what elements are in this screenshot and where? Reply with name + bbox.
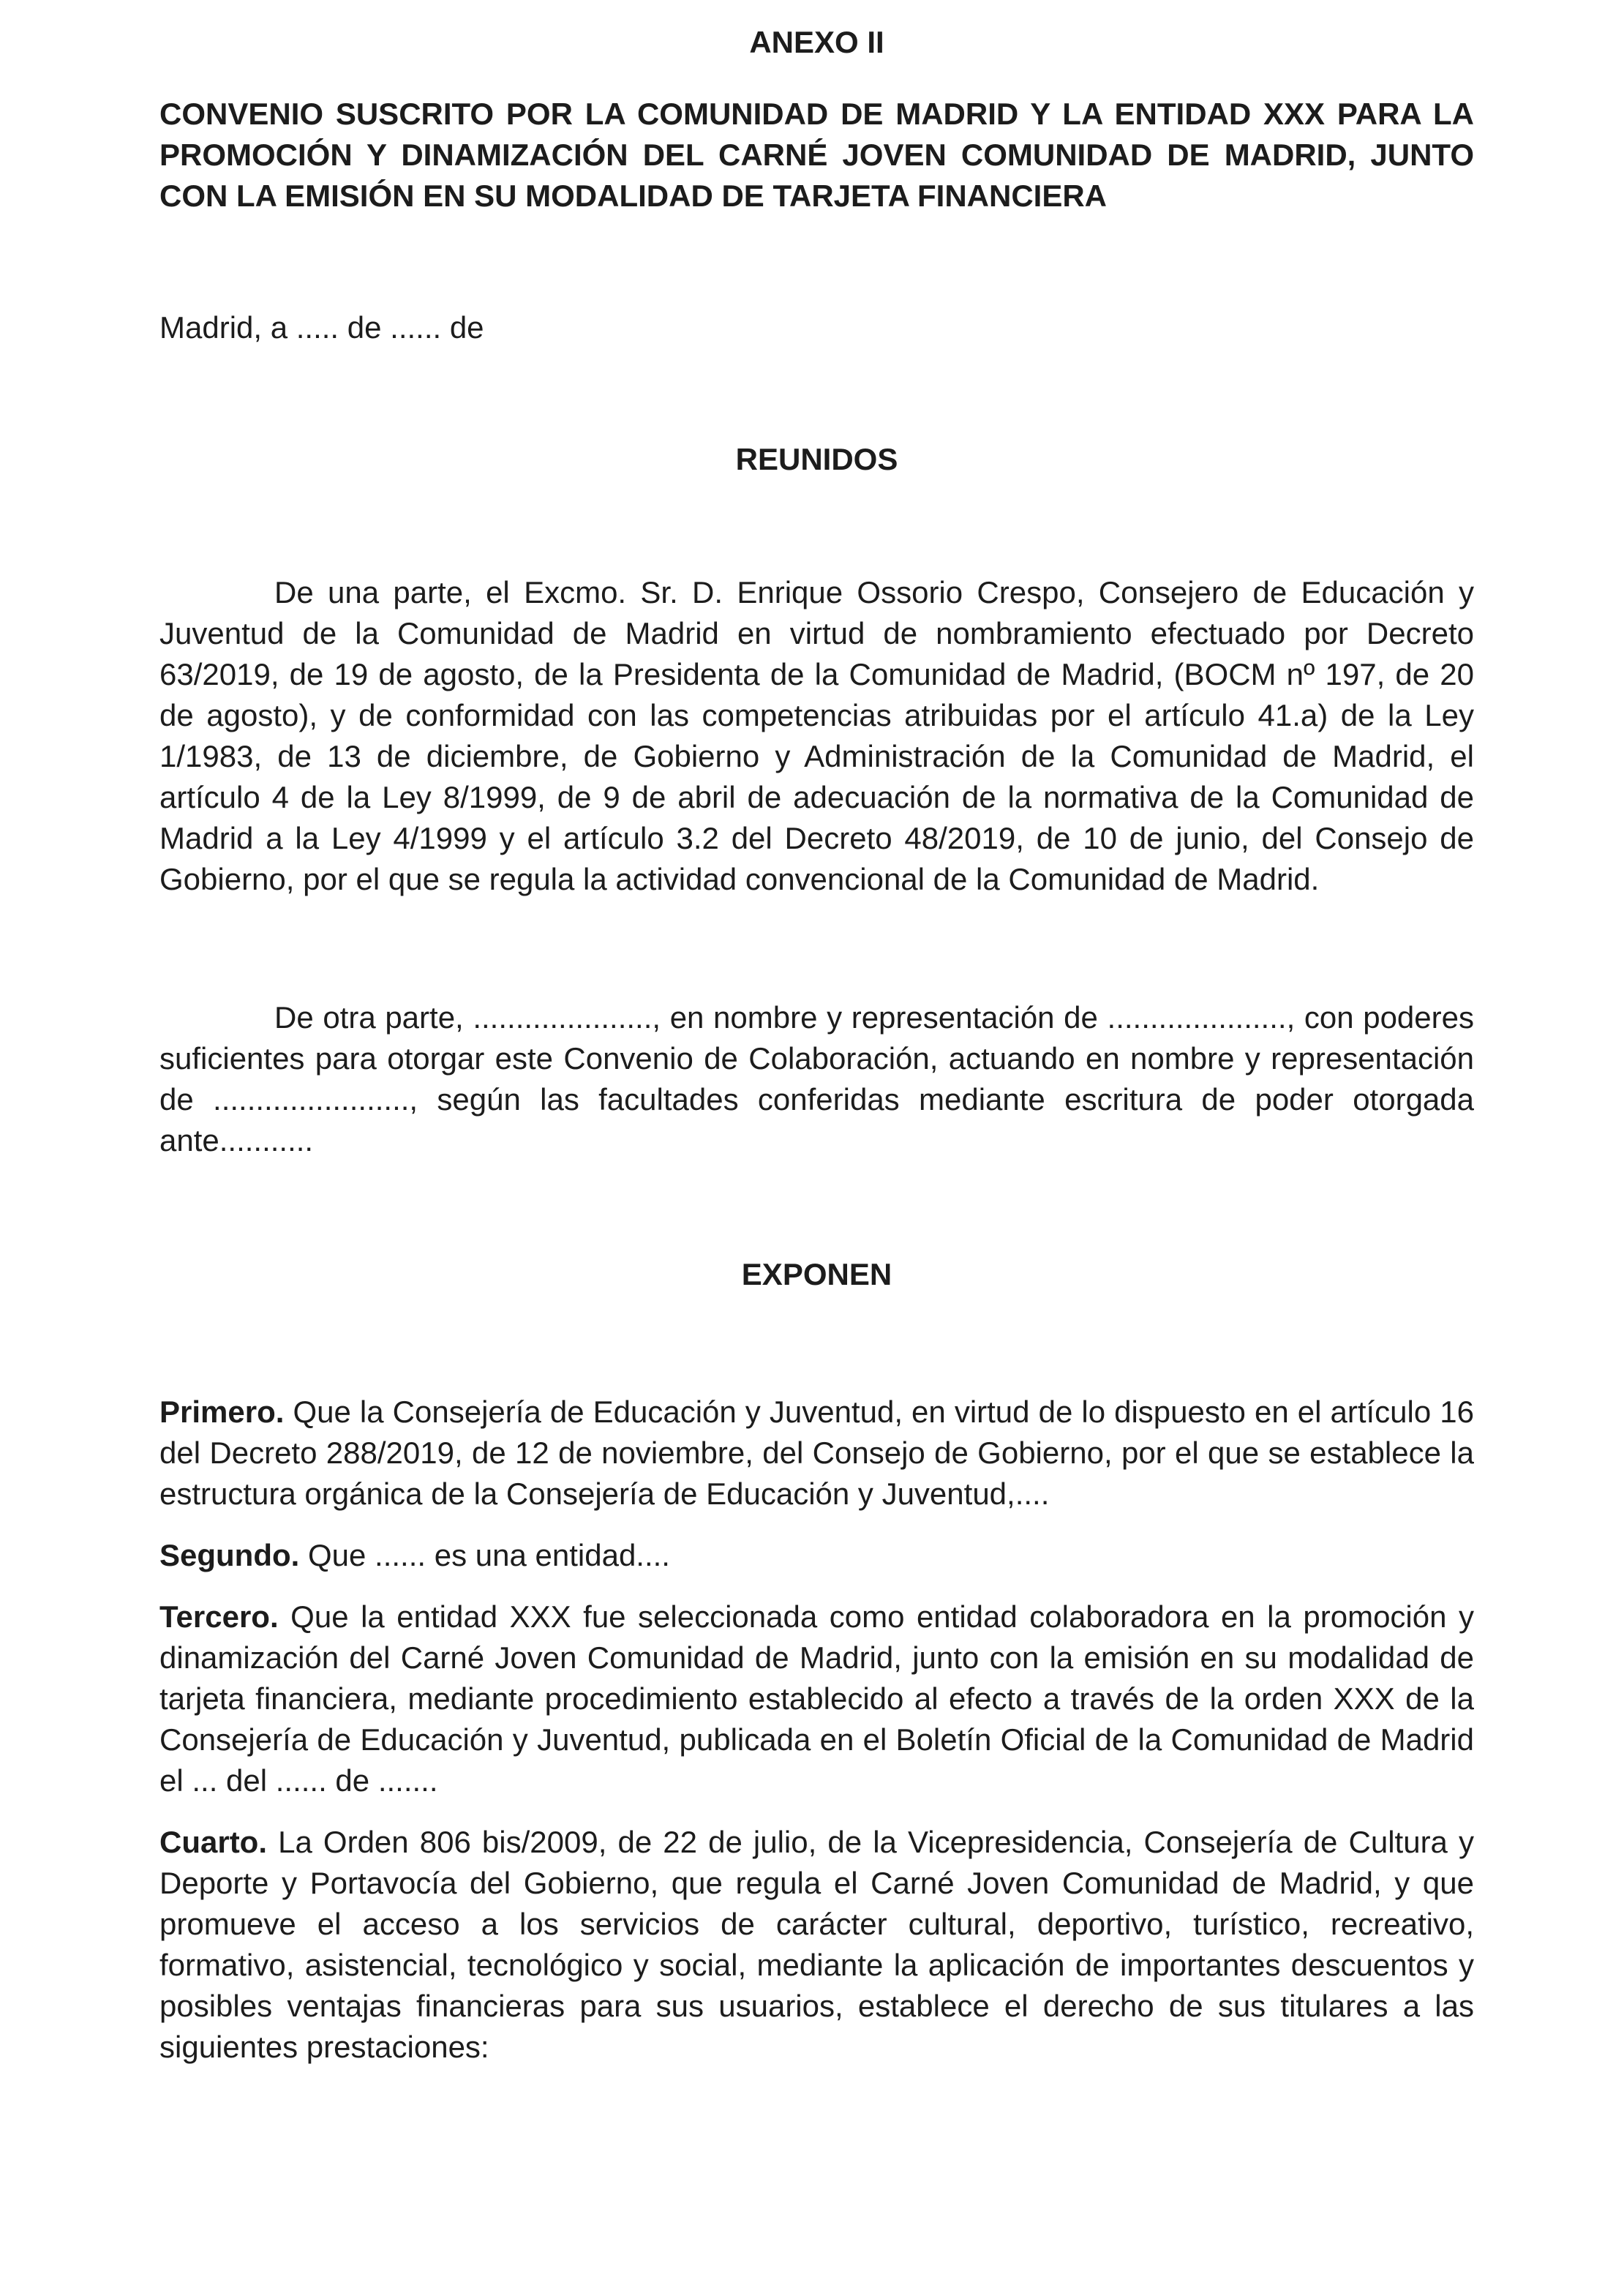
clause-tercero-label: Tercero. <box>159 1599 279 1634</box>
reunidos-heading: REUNIDOS <box>735 442 898 476</box>
clause-segundo-text: Que ...... es una entidad.... <box>308 1538 670 1572</box>
clause-primero-text: Que la Consejería de Educación y Juventud, en virtud de lo dispuesto en el artículo 16 del Decreto 288/2019, de 12 de noviembre, del Consejo de Gobierno, por el que se establece la estructura orgánica de la Consejería de Educación y Juventud,.... <box>159 1395 1474 1511</box>
clause-cuarto-label: Cuarto. <box>159 1825 267 1859</box>
clause-tercero <box>159 1596 1474 1801</box>
clause-primero-label: Primero. <box>159 1395 285 1429</box>
document-title-paragraph: CONVENIO SUSCRITO POR LA COMUNIDAD DE MADRID Y LA ENTIDAD XXX PARA LA PROMOCIÓN Y DINAMIZACIÓN DEL CARNÉ JOVEN COMUNIDAD DE MADRID, JUNTO CON LA EMISIÓN EN SU MODALIDAD DE TARJETA FINANCIERA <box>159 97 1474 213</box>
clause-tercero-text: Que la entidad XXX fue seleccionada como entidad colaboradora en la promoción y dinamización del Carné Joven Comunidad de Madrid, junto con la emisión en su modalidad de tarjeta financiera, mediante procedimiento establecido al efecto a través de la orden XXX de la Consejería de Educación y Juventud, publicada en el Boletín Oficial de la Comunidad de Madrid el ... del ...... de ....... <box>159 1599 1475 1798</box>
party-two-paragraph: De otra parte, ....................., en nombre y representación de ....................., con poderes suficientes para otorgar este Convenio de Colaboración, actuando en nombre y representación de ......................., según las facultades conferidas mediante escritura de poder otorgada ante........... <box>159 1000 1474 1157</box>
clause-primero <box>159 1392 1474 1515</box>
dateline: Madrid, a ..... de ...... de <box>159 310 484 345</box>
party-one-paragraph: De una parte, el Excmo. Sr. D. Enrique Ossorio Crespo, Consejero de Educación y Juventud de la Comunidad de Madrid en virtud de nombramiento efectuado por Decreto 63/2019, de 19 de agosto, de la Presidenta de la Comunidad de Madrid, (BOCM nº 197, de 20 de agosto), y de conformidad con las competencias atribuidas por el artículo 41.a) de la Ley 1/1983, de 13 de diciembre, de Gobierno y Administración de la Comunidad de Madrid, el artículo 4 de la Ley 8/1999, de 9 de abril de adecuación de la normativa de la Comunidad de Madrid a la Ley 4/1999 y el artículo 3.2 del Decreto 48/2019, de 10 de junio, del Consejo de Gobierno, por el que se regula la actividad convencional de la Comunidad de Madrid. <box>159 575 1474 896</box>
annex-heading: ANEXO II <box>749 25 884 59</box>
clause-segundo <box>159 1535 1474 1576</box>
clause-cuarto <box>159 1822 1474 2068</box>
exponen-heading: EXPONEN <box>741 1257 892 1291</box>
clause-segundo-label: Segundo. <box>159 1538 300 1572</box>
clause-cuarto-text: La Orden 806 bis/2009, de 22 de julio, de la Vicepresidencia, Consejería de Cultura y Deporte y Portavocía del Gobierno, que regula el Carné Joven Comunidad de Madrid, y que promueve el acceso a los servicios de carácter cultural, deportivo, turístico, recreativo, formativo, asistencial, tecnológico y social, mediante la aplicación de importantes descuentos y posibles ventajas financieras para sus usuarios, establece el derecho de sus titulares a las siguientes prestaciones: <box>159 1825 1475 2064</box>
